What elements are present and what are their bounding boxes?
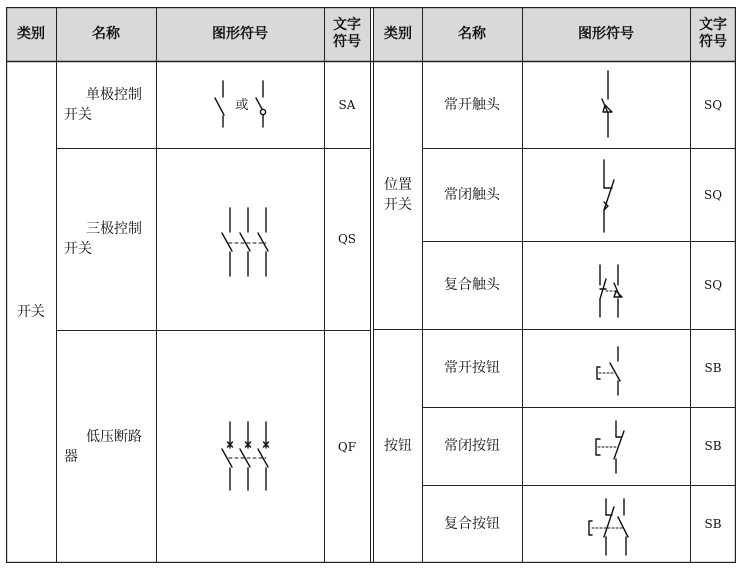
code-circuit-breaker: QF: [337, 439, 357, 454]
single-pole-switch-icon: [156, 61, 324, 148]
limit-switch-no-contact-icon: [522, 61, 690, 148]
name-limit-no: 常开触头: [444, 96, 500, 113]
header-code: 文字 符号: [324, 7, 370, 61]
header-code-right: 文字 符号: [690, 7, 736, 61]
name-button-nc: 常闭按钮: [444, 438, 500, 454]
header-name: 名称: [56, 7, 156, 61]
header-symbol: 图形符号: [156, 7, 324, 61]
header-category-right: 类别: [374, 7, 422, 61]
code-limit-compound: SQ: [703, 278, 723, 292]
code-button-compound: SB: [704, 517, 722, 531]
three-pole-switch-icon: [156, 148, 324, 330]
svg-text:或: 或: [235, 98, 249, 113]
code-button-no: SB: [704, 361, 722, 375]
code-button-nc: SB: [704, 439, 722, 453]
pushbutton-nc-icon: [522, 407, 690, 485]
name-limit-compound: 复合触头: [444, 277, 500, 293]
name-button-compound: 复合按钮: [444, 516, 500, 532]
name-three-pole-switch: 三极控制 开关: [64, 221, 142, 257]
code-limit-nc: SQ: [703, 187, 723, 202]
name-circuit-breaker: 低压断路 器: [64, 428, 142, 465]
header-category: 类别: [6, 7, 56, 61]
header-name-right: 名称: [422, 7, 522, 61]
name-limit-nc: 常闭触头: [444, 186, 500, 203]
symbol-table: [6, 7, 736, 563]
category-switch: 开关: [17, 304, 45, 320]
name-single-pole-switch: 单极控制 开关: [64, 86, 142, 123]
pushbutton-compound-icon: [522, 485, 690, 563]
header-symbol-right: 图形符号: [522, 7, 690, 61]
code-three-pole-switch: QS: [337, 232, 357, 246]
limit-switch-compound-contact-icon: [522, 241, 690, 329]
code-single-pole-switch: SA: [338, 97, 356, 112]
pushbutton-no-icon: [522, 329, 690, 407]
name-button-no: 常开按钮: [444, 360, 500, 376]
circuit-breaker-icon: [156, 330, 324, 563]
code-limit-no: SQ: [703, 97, 723, 112]
category-button: 按钮: [384, 438, 412, 454]
category-position-switch: 位置 开关: [384, 177, 412, 213]
limit-switch-nc-contact-icon: [522, 148, 690, 241]
